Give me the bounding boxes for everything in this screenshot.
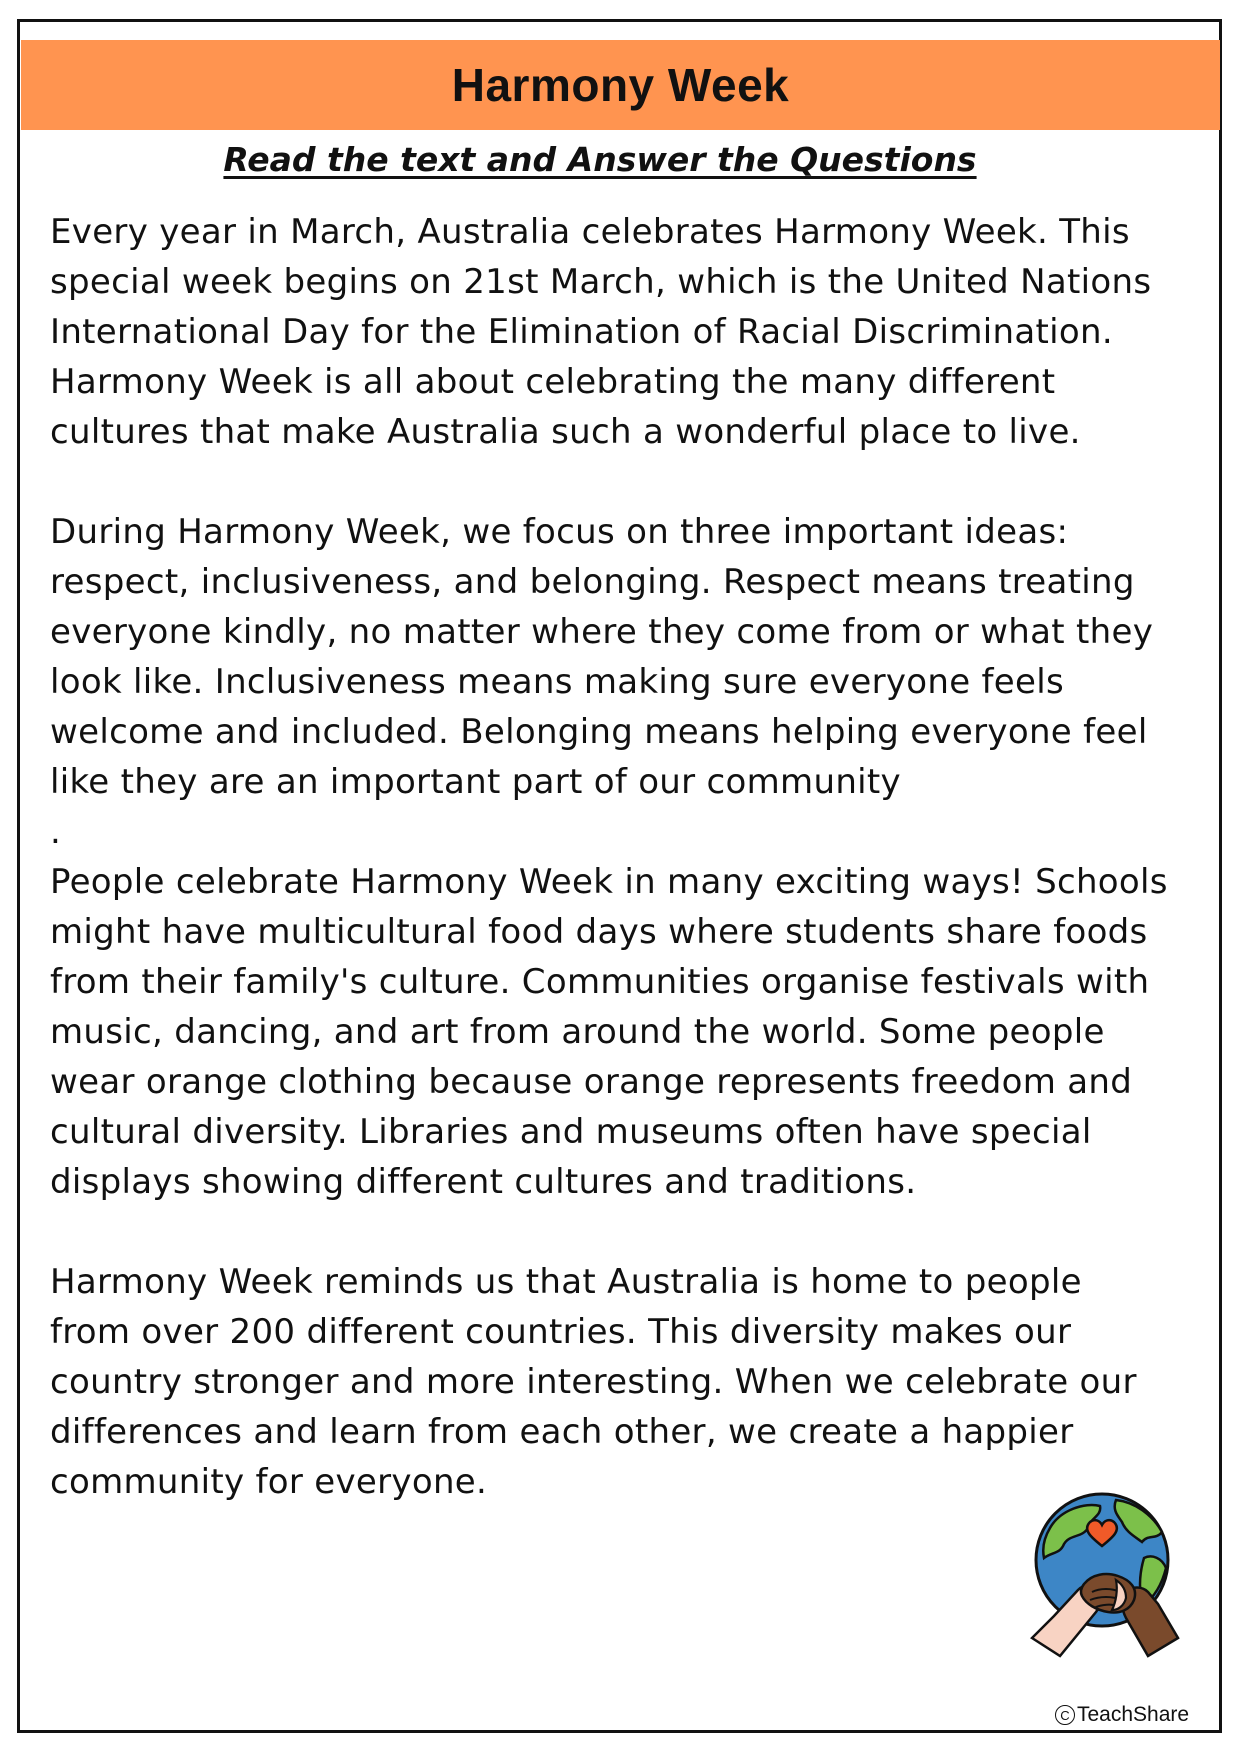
copyright-text: TeachShare bbox=[1077, 1703, 1190, 1726]
globe-holding-hands-heart-icon bbox=[1030, 1488, 1180, 1658]
page-title: Harmony Week bbox=[451, 59, 790, 111]
copyright-icon: C bbox=[1055, 1705, 1075, 1725]
reading-passage bbox=[50, 207, 1220, 1507]
paragraph-4: Harmony Week reminds us that Australia is home to people from over 200 different countries. This diversity makes our country stronger and more interesting. When we celebrate our differences and learn from each other, we create a happier community for everyone. bbox=[50, 1262, 1137, 1502]
paragraph-1: Every year in March, Australia celebrates Harmony Week. This special week begins on 21st March, which is the United Nations International Day for the Elimination of Racial Discrimination. Harmony Week is all about celebrating the many different cultures that make Australia such a wonderful place to live. bbox=[50, 212, 1152, 452]
paragraph-2: During Harmony Week, we focus on three important ideas: respect, inclusiveness, and belonging. Respect means treating everyone kindly, no matter where they come from or what they look like. Inclusiveness means making sure everyone feels welcome and included. Belonging means helping everyone feel like they are an important part of our community . bbox=[50, 512, 1154, 852]
paragraph-3: People celebrate Harmony Week in many exciting ways! Schools might have multicultural food days where students share foods from their family's culture. Communities organise festivals with music, dancing, and art from around the world. Some people wear orange clothing because orange represents freedom and cultural diversity. Libraries and museums often have special displays showing different cultures and traditions. bbox=[50, 862, 1168, 1202]
copyright-notice bbox=[1055, 1703, 1189, 1727]
instructions-heading: Read the text and Answer the Questions bbox=[223, 140, 977, 179]
title-banner bbox=[21, 40, 1220, 130]
